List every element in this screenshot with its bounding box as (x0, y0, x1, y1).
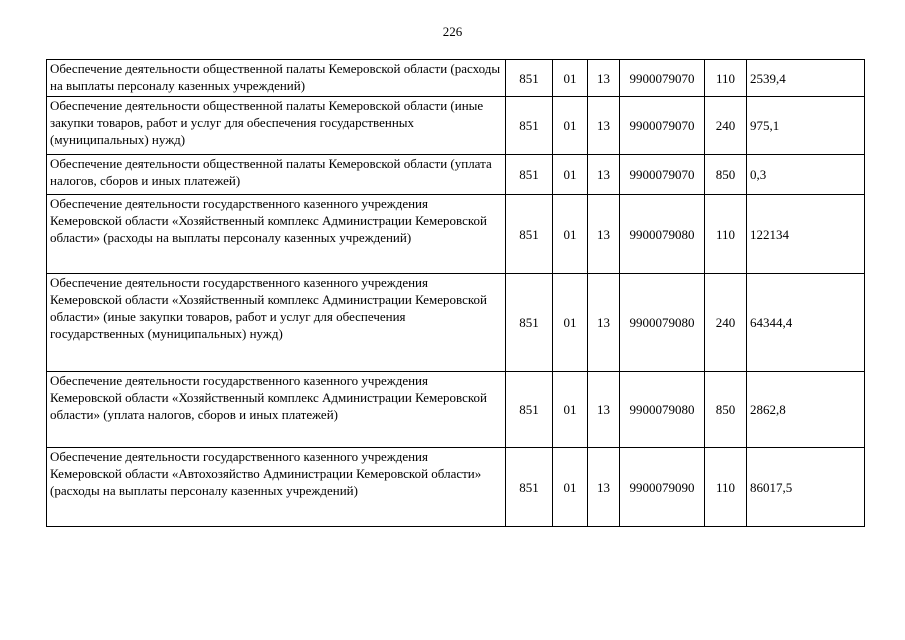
subsection-code-cell: 13 (588, 97, 620, 155)
target-code-cell: 9900079080 (620, 372, 705, 448)
expense-name-cell: Обеспечение деятельности общественной палаты Кемеровской области (уплата налогов, сборов и иных платежей) (47, 155, 506, 195)
amount-cell: 64344,4 (747, 274, 865, 372)
subsection-code-cell: 13 (588, 155, 620, 195)
table-row (47, 60, 865, 97)
table-row (47, 372, 865, 448)
table-row (47, 97, 865, 155)
amount-cell: 86017,5 (747, 448, 865, 527)
table-row (47, 274, 865, 372)
section-code-cell: 01 (553, 195, 588, 274)
section-code-cell: 01 (553, 274, 588, 372)
expense-name-cell: Обеспечение деятельности государственного казенного учреждения Кемеровской области «Хозяйственный комплекс Администрации Кемеровской области» (уплата налогов, сборов и иных платежей) (47, 372, 506, 448)
expense-name-cell: Обеспечение деятельности общественной палаты Кемеровской области (иные закупки товаров, работ и услуг для обеспечения государственных (муниципальных) нужд) (47, 97, 506, 155)
amount-cell: 975,1 (747, 97, 865, 155)
section-code-cell: 01 (553, 97, 588, 155)
ministry-code-cell: 851 (506, 274, 553, 372)
subsection-code-cell: 13 (588, 372, 620, 448)
expense-name-cell: Обеспечение деятельности государственного казенного учреждения Кемеровской области «Хозяйственный комплекс Администрации Кемеровской области» (иные закупки товаров, работ и услуг для обеспечения государственных (муниципальных) нужд) (47, 274, 506, 372)
table-row (47, 448, 865, 527)
section-code-cell: 01 (553, 448, 588, 527)
subsection-code-cell: 13 (588, 60, 620, 97)
subsection-code-cell: 13 (588, 195, 620, 274)
expense-type-cell: 850 (705, 155, 747, 195)
page-number: 226 (442, 24, 463, 39)
target-code-cell: 9900079070 (620, 155, 705, 195)
section-code-cell: 01 (553, 155, 588, 195)
target-code-cell: 9900079080 (620, 195, 705, 274)
ministry-code-cell: 851 (506, 60, 553, 97)
section-code-cell: 01 (553, 60, 588, 97)
target-code-cell: 9900079080 (620, 274, 705, 372)
target-code-cell: 9900079070 (620, 60, 705, 97)
table-row (47, 155, 865, 195)
subsection-code-cell: 13 (588, 274, 620, 372)
target-code-cell: 9900079070 (620, 97, 705, 155)
ministry-code-cell: 851 (506, 155, 553, 195)
expense-name-cell: Обеспечение деятельности государственного казенного учреждения Кемеровской области «Автохозяйство Администрации Кемеровской области» (расходы на выплаты персоналу казенных учреждений) (47, 448, 506, 527)
target-code-cell: 9900079090 (620, 448, 705, 527)
section-code-cell: 01 (553, 372, 588, 448)
budget-table (46, 59, 865, 527)
ministry-code-cell: 851 (506, 97, 553, 155)
amount-cell: 0,3 (747, 155, 865, 195)
ministry-code-cell: 851 (506, 372, 553, 448)
amount-cell: 2539,4 (747, 60, 865, 97)
expense-type-cell: 110 (705, 60, 747, 97)
expense-type-cell: 850 (705, 372, 747, 448)
expense-type-cell: 240 (705, 274, 747, 372)
subsection-code-cell: 13 (588, 448, 620, 527)
expense-type-cell: 110 (705, 448, 747, 527)
expense-type-cell: 110 (705, 195, 747, 274)
expense-type-cell: 240 (705, 97, 747, 155)
ministry-code-cell: 851 (506, 195, 553, 274)
ministry-code-cell: 851 (506, 448, 553, 527)
table-row (47, 195, 865, 274)
amount-cell: 122134 (747, 195, 865, 274)
expense-name-cell: Обеспечение деятельности общественной палаты Кемеровской области (расходы на выплаты персоналу казенных учреждений) (47, 60, 506, 97)
amount-cell: 2862,8 (747, 372, 865, 448)
expense-name-cell: Обеспечение деятельности государственного казенного учреждения Кемеровской области «Хозяйственный комплекс Администрации Кемеровской области» (расходы на выплаты персоналу казенных учреждений) (47, 195, 506, 274)
